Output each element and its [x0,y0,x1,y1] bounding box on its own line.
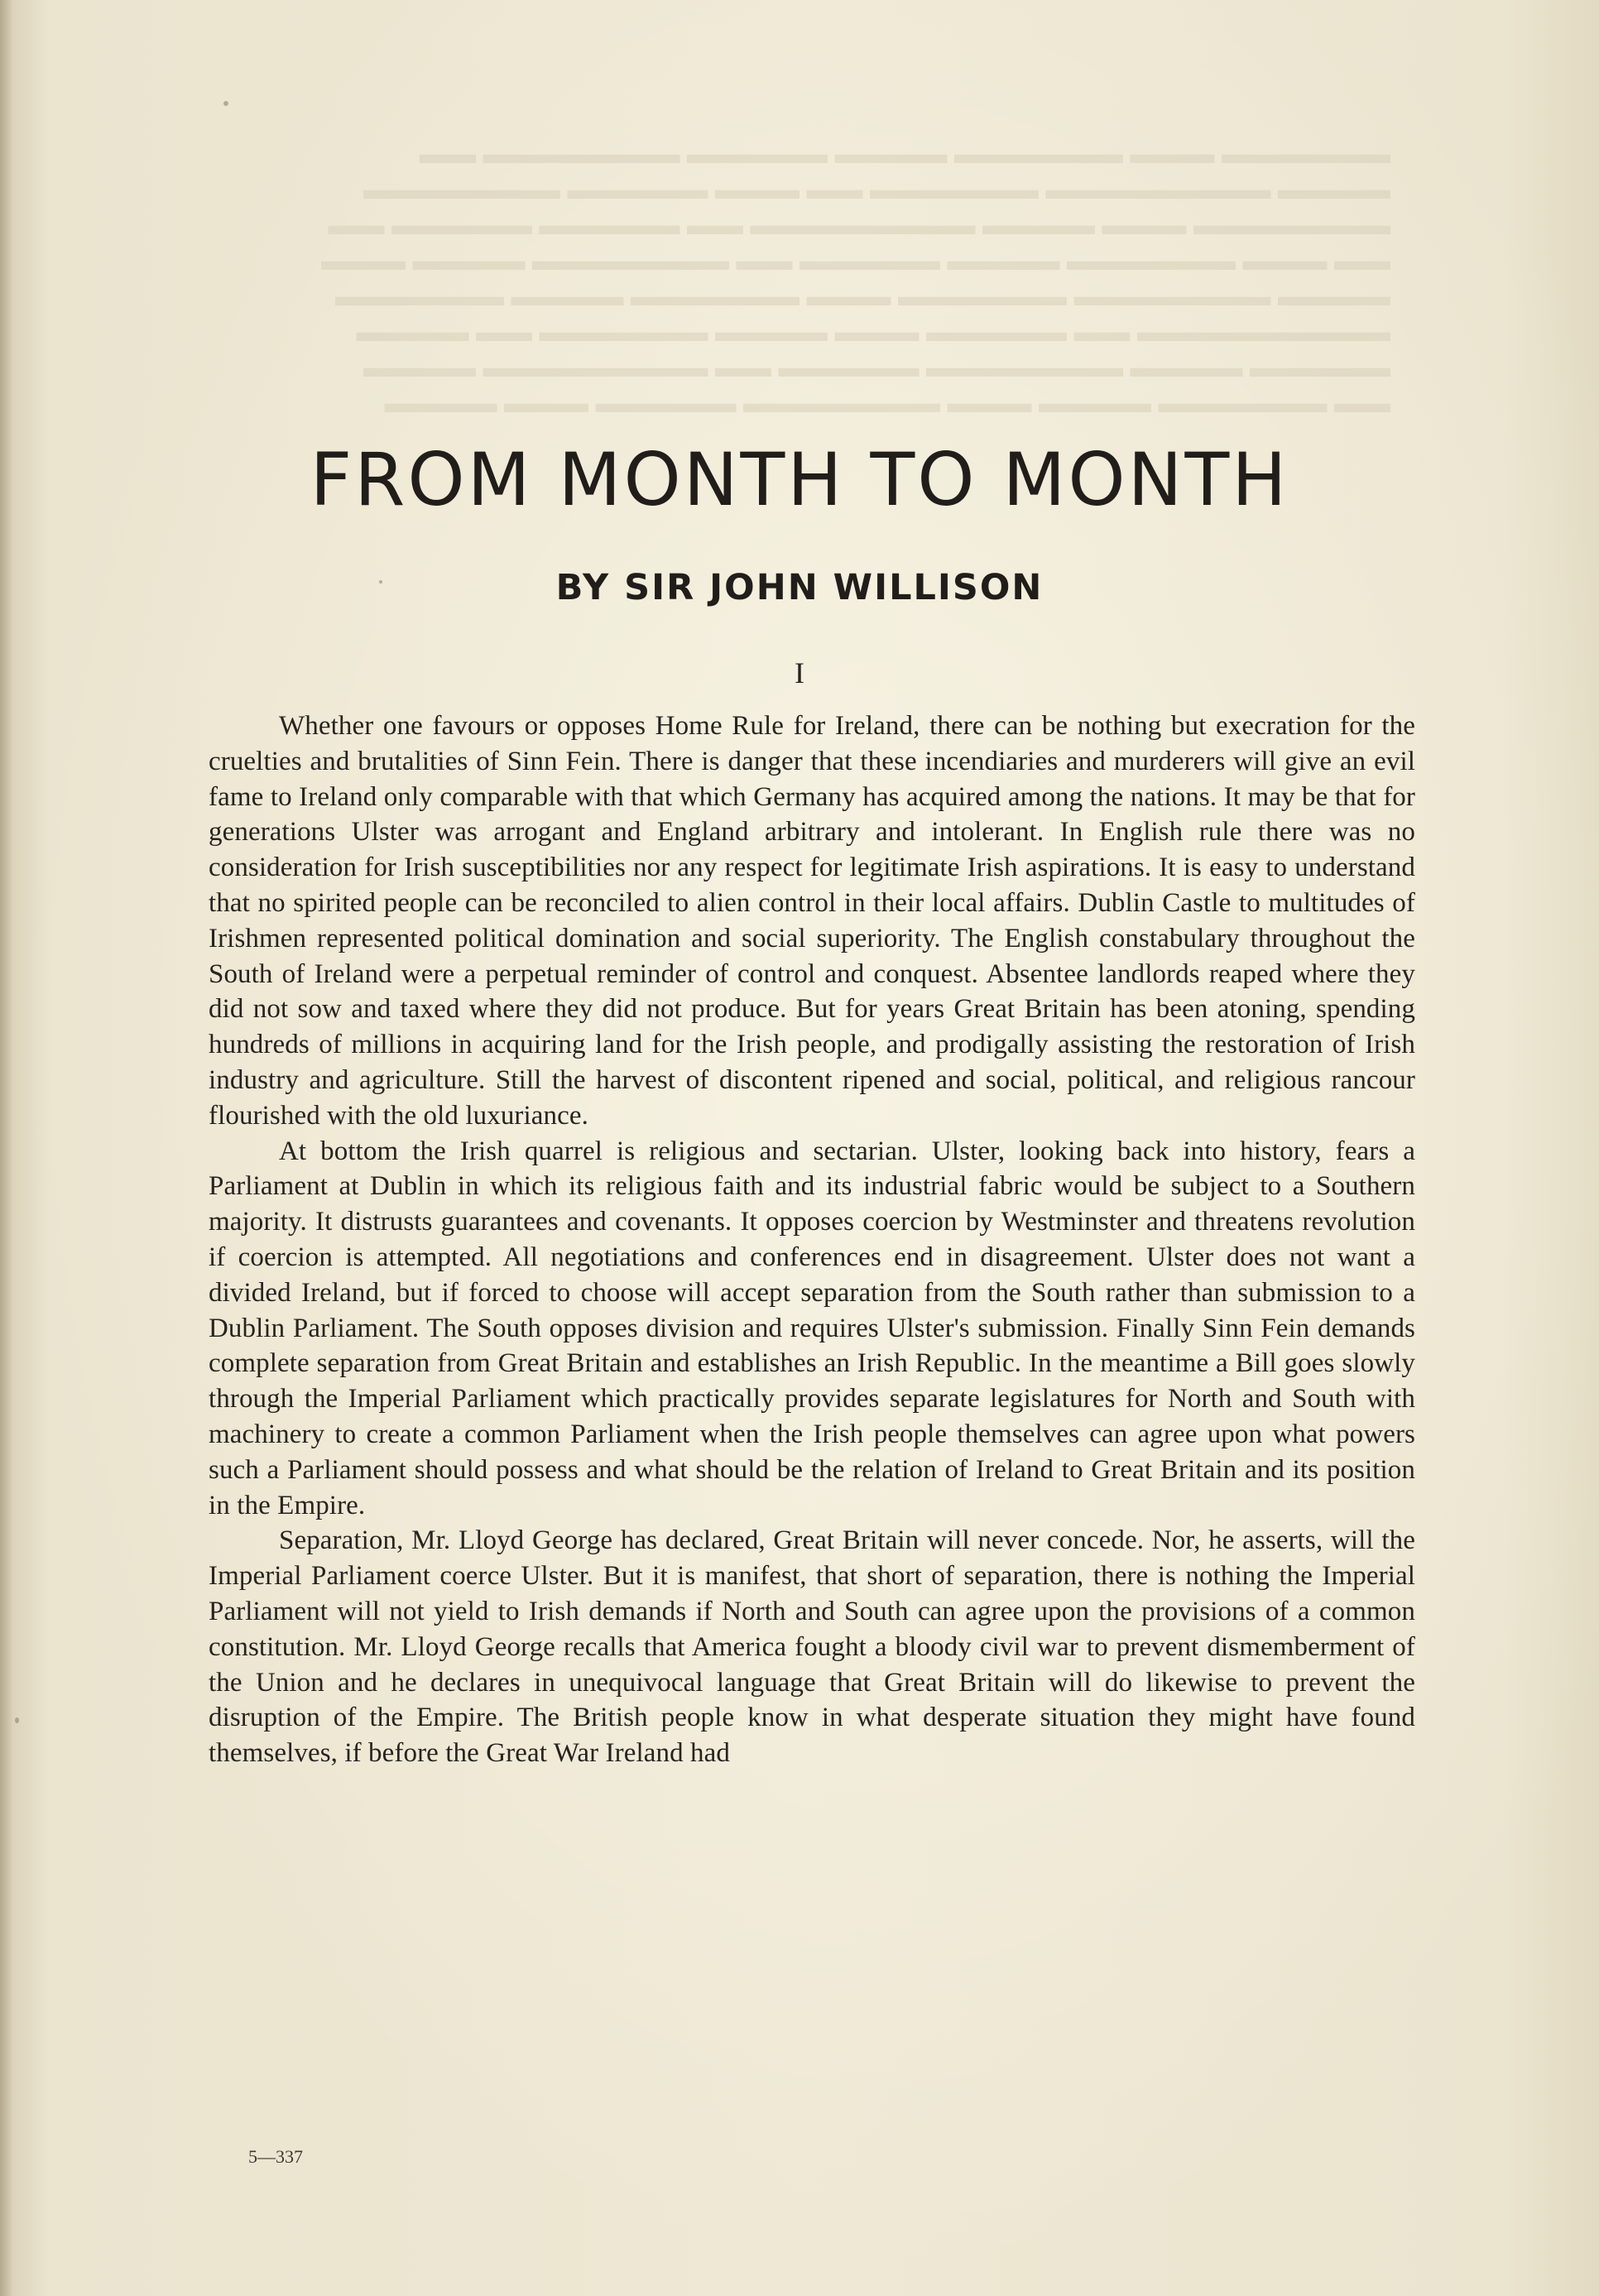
article-title: FROM MONTH TO MONTH [310,437,1289,522]
page-folio: 5—337 [248,2146,303,2167]
article-body [209,708,1415,1771]
body-paragraph: Whether one favours or opposes Home Rule for Ireland, there can be nothing but execration for the cruelties and brutalities of Sinn Fein. There is danger that these incendiaries and murderers will give an evil fame to Ireland only comparable with that which Germany has acquired among the nations. It may be that for generations Ulster was arrogant and England arbitrary and intolerant. In English rule there was no consideration for Irish susceptibilities nor any respect for legitimate Irish aspirations. It is easy to understand that no spirited people can be reconciled to alien control in their local affairs. Dublin Castle to multitudes of Irishmen represented political domination and social superiority. The English constabulary throughout the South of Ireland were a perpetual reminder of control and conquest. Absentee landlords reaped where they did not sow and taxed where they did not produce. But for years Great Britain has been atoning, spending hundreds of millions in acquiring land for the Irish people, and prodigally assisting the restoration of Irish industry and agriculture. Still the harvest of discontent ripened and social, political, and religious rancour flourished with the old luxuriance. [209,711,1415,1131]
body-paragraph: Separation, Mr. Lloyd George has declared, Great Britain will never concede. Nor, he asserts, will the Imperial Parliament coerce Ulster. But it is manifest, that short of separation, there is nothing the Imperial Parliament will not yield to Irish demands if North and South can agree upon the provisions of a common constitution. Mr. Lloyd George recalls that America fought a bloody civil war to prevent dismemberment of the Union and he declares in unequivocal language that Great Britain will do likewise to prevent the disruption of the Empire. The British people know in what desperate situation they might have found themselves, if before the Great War Ireland had [209,1525,1415,1769]
paper-speck [223,101,228,106]
bleed-through-texture: ▬▬▬▬▬▬ ▬▬▬ ▬▬▬▬▬▬ ▬▬▬▬ ▬▬▬▬▬ ▬▬▬▬▬▬▬ ▬▬ ▬▬▬▬ ▬▬▬▬▬▬▬▬ ▬▬▬▬▬▬ ▬▬ ▬▬▬ ▬▬▬▬▬ ▬▬▬▬▬▬▬ ▬▬▬▬▬▬▬ ▬▬▬ ▬▬▬▬ ▬▬▬▬▬▬▬▬ ▬▬ ▬▬▬▬▬ ▬▬▬▬▬ ▬▬ ▬▬ ▬▬▬ ▬▬▬▬▬▬ ▬▬▬▬ ▬▬▬▬▬ ▬▬ ▬▬▬▬▬▬▬ ▬▬▬▬ ▬▬▬ ▬▬▬▬ ▬▬▬▬▬▬▬ ▬▬▬▬▬▬ ▬▬▬ ▬▬▬▬▬▬ ▬▬▬▬ ▬▬▬▬▬▬ ▬▬▬▬▬▬▬▬▬ ▬▬ ▬▬▬▬▬ ▬▬▬ ▬▬▬▬ ▬▬▬▬▬▬ ▬▬ ▬▬▬▬ ▬▬▬▬▬ ▬▬▬▬ ▬▬▬▬▬▬▬ ▬▬▬▬▬ ▬▬ ▬▬▬▬▬▬▬▬ ▬▬▬▬ ▬▬ ▬▬▬▬▬▬ ▬▬▬▬ ▬▬▬ ▬▬▬▬▬▬▬ ▬▬▬▬▬ ▬▬▬ ▬▬▬▬ [321,139,1390,419]
body-paragraph: At bottom the Irish quarrel is religious and sectarian. Ulster, looking back into history, fears a Parliament at Dublin in which its religious faith and its industrial fabric would be subject to a Southern majority. It distrusts guarantees and covenants. It opposes coercion by Westminster and threatens revolution if coercion is attempted. All negotiations and conferences end in disagreement. Ulster does not want a divided Ireland, but if forced to choose will accept separation from the South rather than submission to a Dublin Parliament. The South opposes division and requires Ulster's submission. Finally Sinn Fein demands complete separation from Great Britain and establishes an Irish Republic. In the meantime a Bill goes slowly through the Imperial Parliament which practically provides separate legislatures for North and South with machinery to create a common Parliament when the Irish people themselves can agree upon what powers such a Parliament should possess and what should be the relation of Ireland to Great Britain and its position in the Empire. [209,1136,1415,1520]
paper-speck [15,1717,19,1723]
article-byline: BY SIR JOHN WILLISON [555,567,1044,608]
section-numeral: I [795,656,804,689]
binding-edge-shadow [0,0,12,2296]
